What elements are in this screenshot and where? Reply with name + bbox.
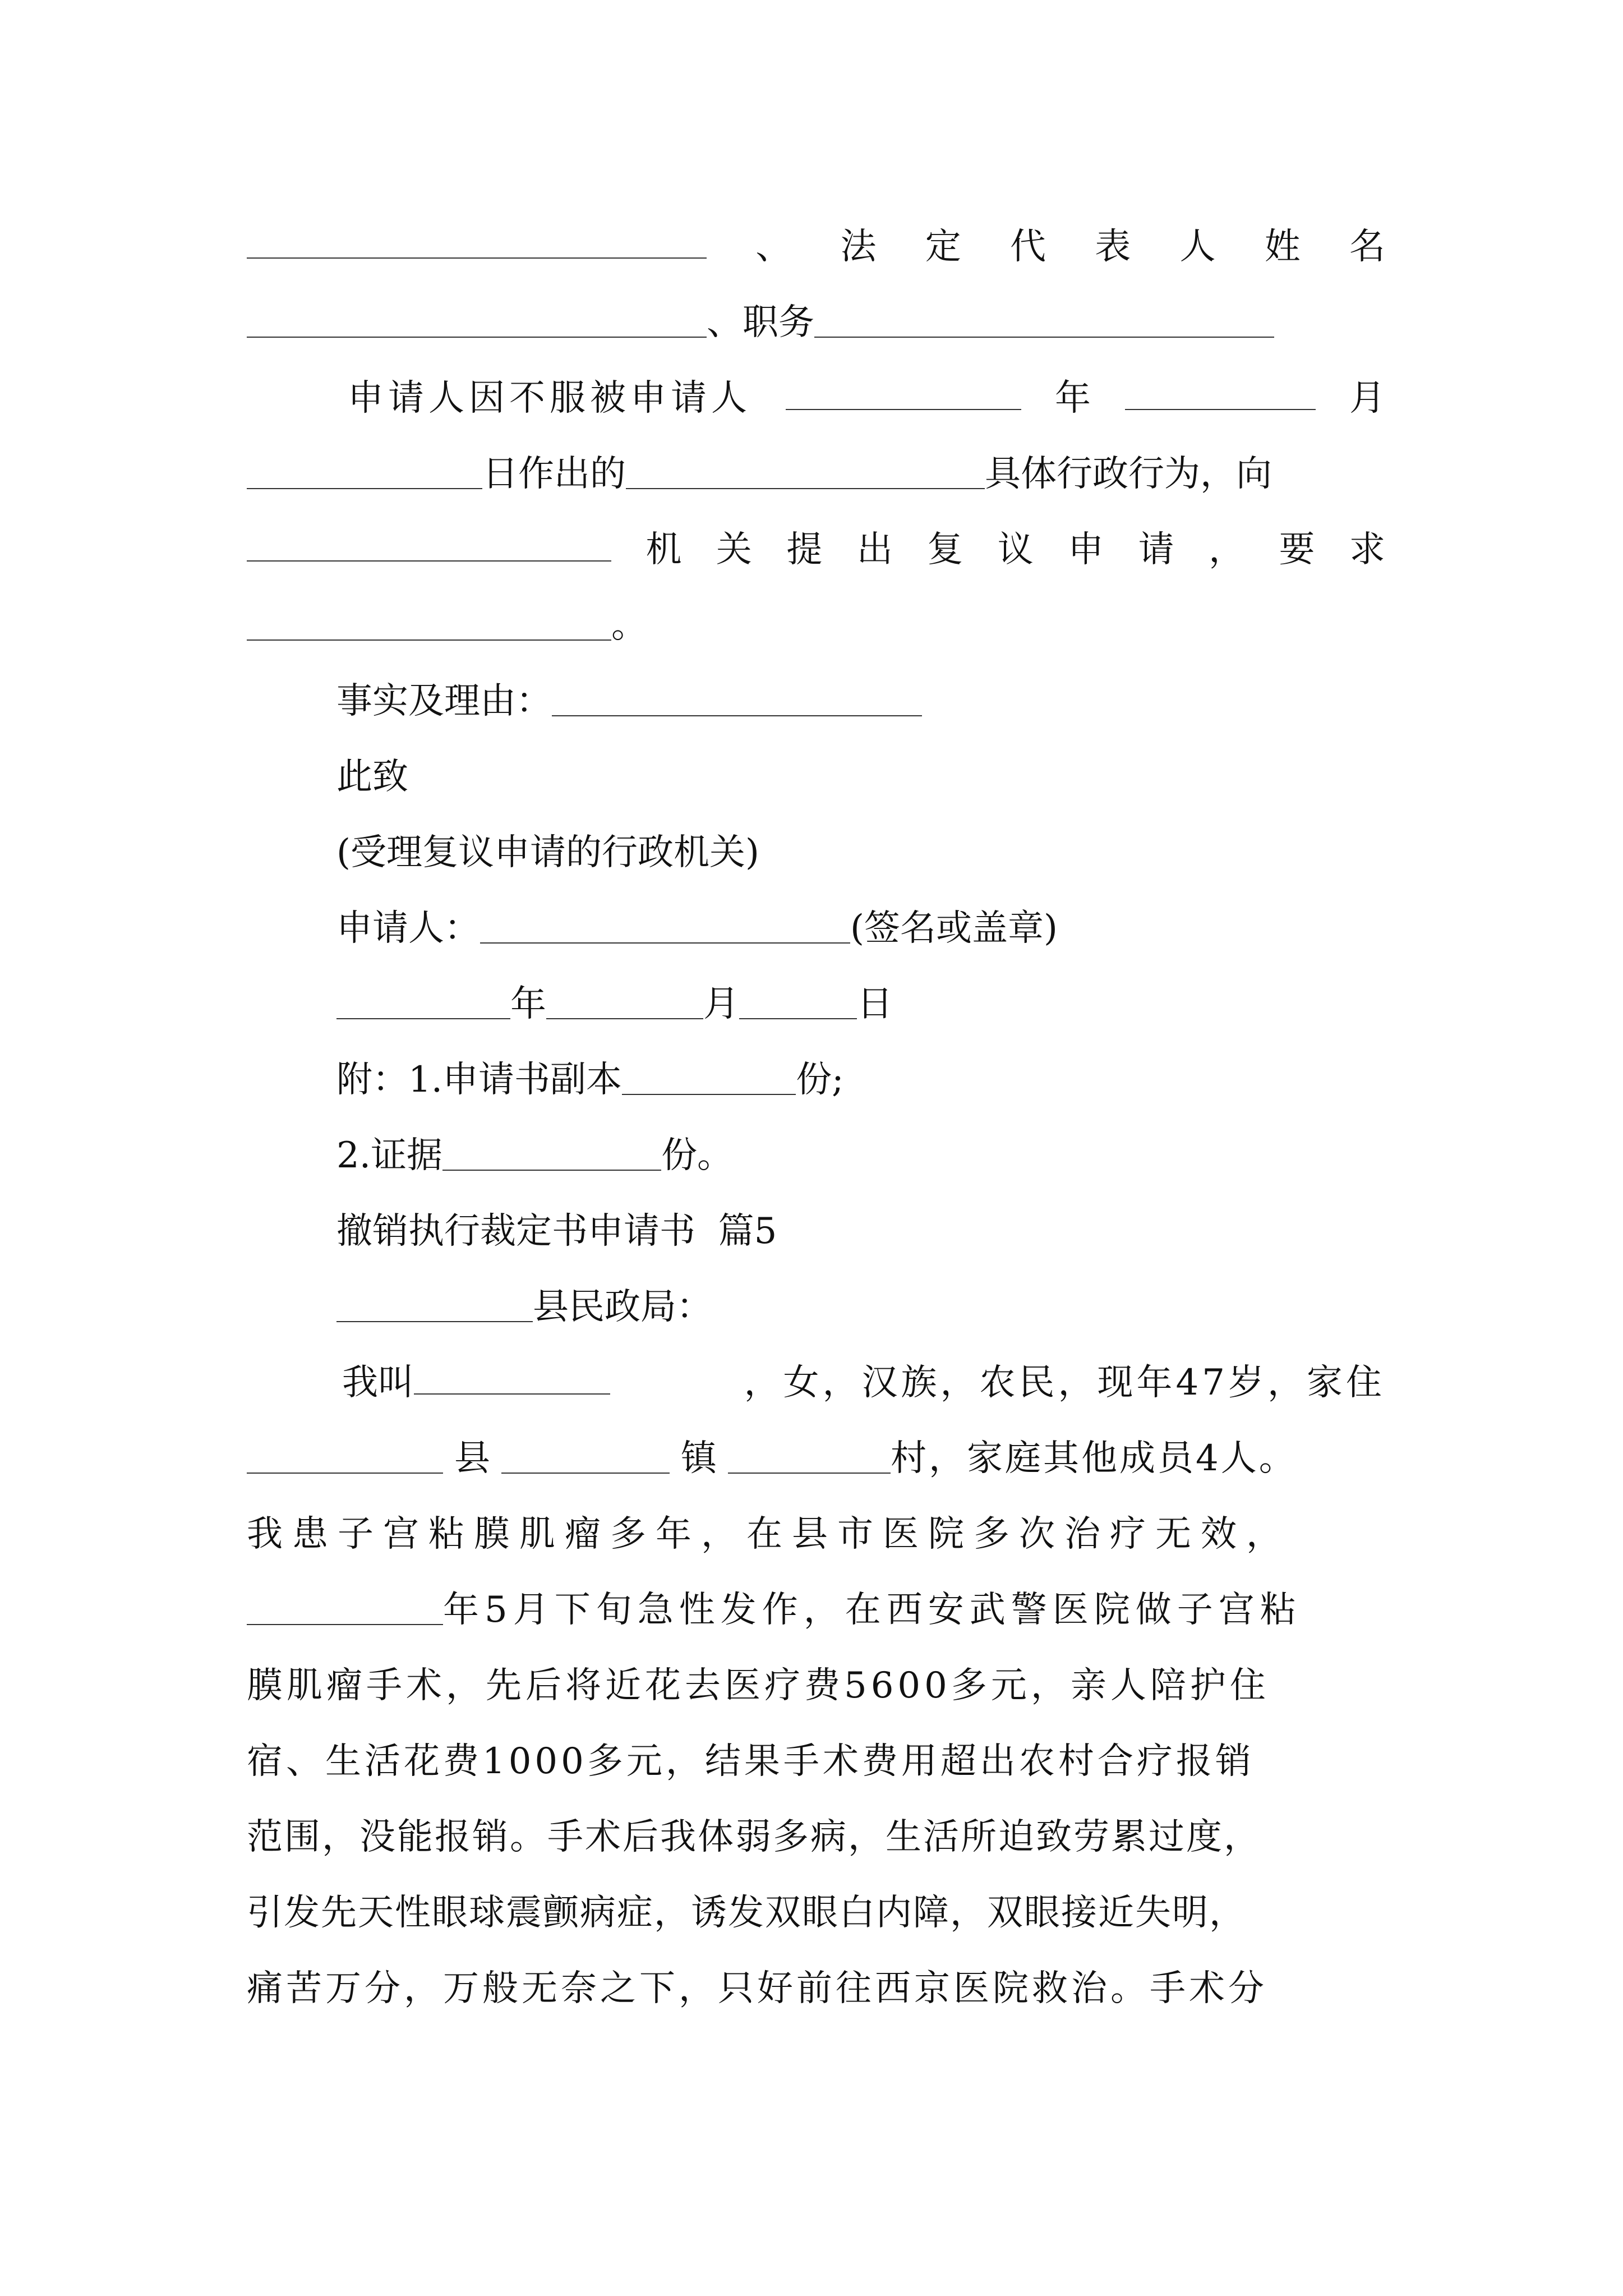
line-act-date <box>247 452 1385 496</box>
text: 年5月下旬急性发作，在西安武警医院做子宫粘 <box>443 1589 1302 1631</box>
text: 范围，没能报销。手术后我体弱多病，生活所迫致劳累过度， <box>247 1816 1261 1858</box>
blank-field[interactable] <box>247 1623 443 1625</box>
line-applicant-intro <box>348 376 1385 421</box>
line-body <box>247 1890 1385 1935</box>
text: 出 <box>856 529 893 570</box>
text: 。 <box>611 605 647 646</box>
text: 镇 <box>681 1438 717 1479</box>
text: 月 <box>703 983 739 1025</box>
text: 、职务 <box>707 302 814 343</box>
line-address <box>247 1436 1430 1481</box>
section-heading <box>336 1209 1475 1254</box>
text: 年 <box>510 983 546 1025</box>
line-review-request <box>247 527 1385 572</box>
line-facts-reasons <box>336 679 1475 724</box>
blank-field[interactable] <box>414 1392 610 1395</box>
line-body <box>247 1663 1385 1708</box>
line-legal-rep <box>247 224 1385 269</box>
line-sign-date <box>336 982 1475 1027</box>
text: 请 <box>1138 529 1174 570</box>
blank-field[interactable] <box>247 487 482 489</box>
text: 宿、生活花费1000多元，结果手术费用超出农村合疗报销 <box>247 1741 1255 1782</box>
blank-field[interactable] <box>552 714 922 716</box>
line-body <box>247 1815 1385 1860</box>
blank-field[interactable] <box>442 1168 661 1171</box>
text: 提 <box>786 529 823 570</box>
blank-field[interactable] <box>501 1471 670 1474</box>
line-attachment-1 <box>336 1057 1475 1102</box>
line-body <box>247 1739 1385 1784</box>
line-salutation <box>336 754 1475 799</box>
blank-field[interactable] <box>247 335 707 338</box>
text: 申请人因不服被申请人 <box>348 378 751 419</box>
blank-field[interactable] <box>480 941 850 944</box>
text: 关 <box>716 529 752 570</box>
text: 复 <box>927 529 963 570</box>
text: 具体行政行为，向 <box>985 453 1272 495</box>
line-position <box>247 300 1385 345</box>
text: 月 <box>1349 378 1385 419</box>
blank-field[interactable] <box>247 256 707 259</box>
line-body <box>247 1966 1385 2011</box>
blank-field[interactable] <box>247 559 611 562</box>
text: 附：1.申请书副本 <box>336 1059 623 1101</box>
text: 表 <box>1095 226 1131 268</box>
text: 2.证据 <box>336 1135 443 1176</box>
blank-field[interactable] <box>739 1017 857 1019</box>
line-self-intro <box>342 1360 1385 1405</box>
line-recipient-authority <box>336 830 1475 875</box>
text: 姓 <box>1264 226 1301 268</box>
text: 县 <box>454 1438 490 1479</box>
text: 我患子宫粘膜肌瘤多年，在县市医院多次治疗无效， <box>247 1513 1292 1555</box>
blank-field[interactable] <box>626 487 985 489</box>
text: 申 <box>1068 529 1104 570</box>
text: 县民政局： <box>533 1286 712 1328</box>
blank-field[interactable] <box>336 1320 533 1322</box>
text: 日 <box>857 983 893 1025</box>
text: 机 <box>645 529 682 570</box>
text: 份。 <box>661 1135 734 1176</box>
text: ，女，汉族，农民，现年47岁，家住 <box>744 1362 1385 1404</box>
line-applicant-signature <box>336 906 1475 951</box>
text: ， <box>1209 529 1245 570</box>
text: 法 <box>840 226 877 268</box>
blank-field[interactable] <box>622 1093 796 1095</box>
text: 年 <box>1055 378 1091 419</box>
blank-field[interactable] <box>1125 408 1316 410</box>
blank-field[interactable] <box>247 1471 443 1474</box>
blank-field[interactable] <box>786 408 1021 410</box>
text: 定 <box>925 226 961 268</box>
line-addressee <box>336 1285 1475 1329</box>
text: 日作出的 <box>482 453 626 495</box>
text: 人 <box>1179 226 1216 268</box>
text: 议 <box>997 529 1034 570</box>
blank-field[interactable] <box>336 1017 510 1019</box>
text: (受理复议申请的行政机关) <box>336 832 759 873</box>
text: (签名或盖章) <box>850 908 1058 949</box>
text: 名 <box>1349 226 1385 268</box>
text: 村，家庭其他成员4人。 <box>891 1438 1297 1479</box>
text: 此致 <box>336 756 408 798</box>
text: 我叫 <box>342 1362 414 1404</box>
text: 申请人： <box>336 908 480 949</box>
line-body <box>247 1588 1385 1632</box>
line-request-content <box>247 603 1385 648</box>
text: 求 <box>1349 529 1385 570</box>
blank-field[interactable] <box>728 1471 891 1474</box>
blank-field[interactable] <box>546 1017 703 1019</box>
line-attachment-2 <box>336 1133 1475 1178</box>
text: 事实及理由： <box>336 680 552 722</box>
blank-field[interactable] <box>247 638 611 641</box>
text: 痛苦万分，万般无奈之下，只好前往西京医院救治。手术分 <box>247 1968 1267 2009</box>
text: 、 <box>755 226 792 268</box>
text: 膜肌瘤手术，先后将近花去医疗费5600多元，亲人陪护住 <box>247 1665 1270 1706</box>
text: 撤销执行裁定书申请书 篇5 <box>336 1211 777 1252</box>
text: 份; <box>796 1059 844 1101</box>
text: 要 <box>1279 529 1315 570</box>
text: 引发先天性眼球震颤病症，诱发双眼白内障，双眼接近失明， <box>247 1892 1246 1934</box>
line-body <box>247 1512 1385 1557</box>
text: 代 <box>1010 226 1046 268</box>
blank-field[interactable] <box>814 335 1274 338</box>
